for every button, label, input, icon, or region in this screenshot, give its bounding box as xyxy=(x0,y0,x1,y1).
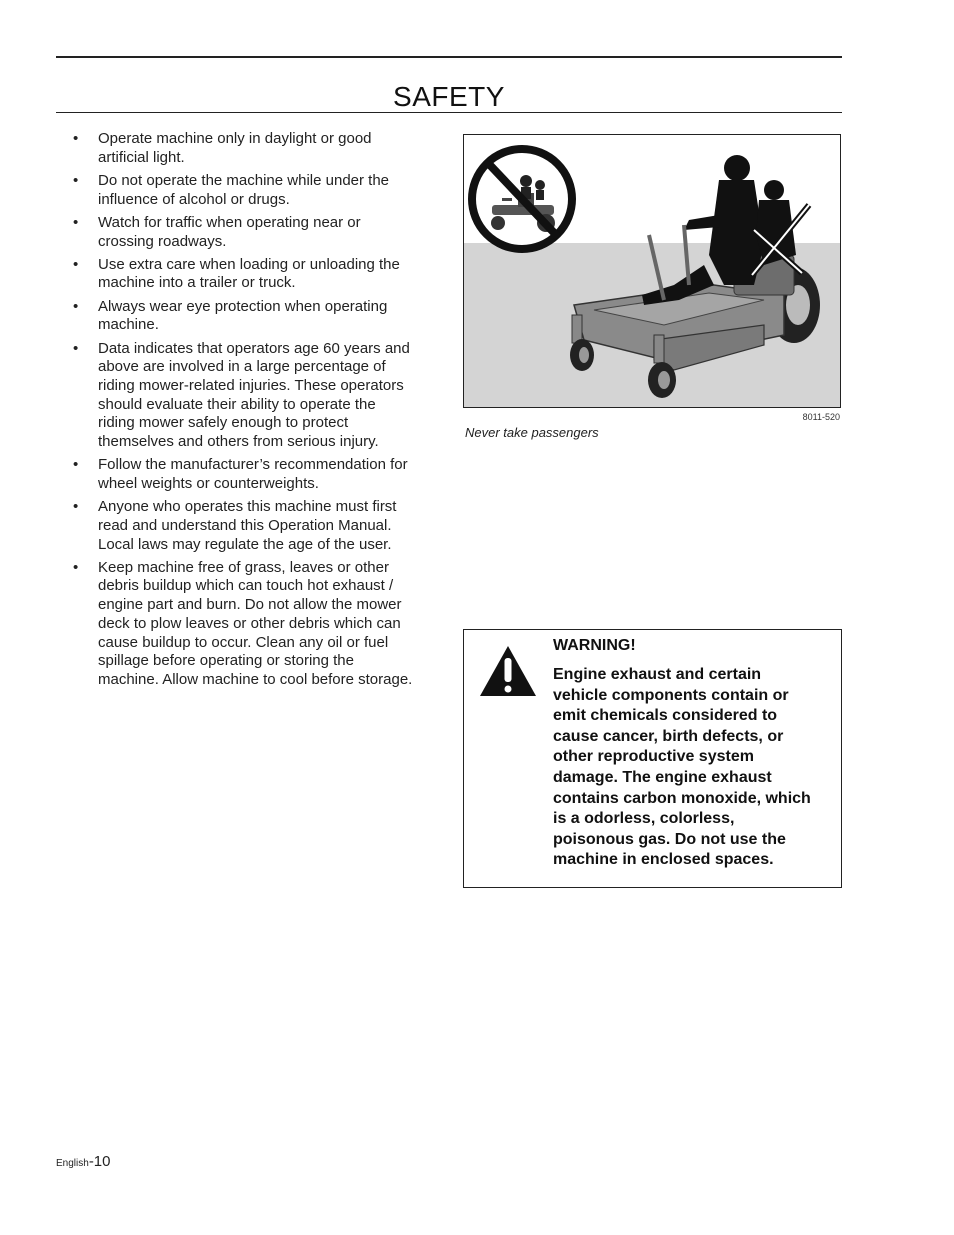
warning-box xyxy=(463,629,842,888)
list-item: • Always wear eye protection when operating machine. xyxy=(73,297,388,334)
list-item: • Do not operate the machine while under the influence of alcohol or drugs. xyxy=(73,171,390,208)
bullet-icon: • xyxy=(73,297,79,315)
bullet-icon: • xyxy=(73,255,79,273)
page-footer xyxy=(56,1153,111,1171)
bullet-icon: • xyxy=(73,558,79,576)
riding-mower-passenger-icon xyxy=(464,135,840,407)
list-item: • Operate machine only in daylight or good artificial light. xyxy=(73,130,372,166)
figure-code: 8011-520 xyxy=(802,412,840,422)
page-title: SAFETY xyxy=(393,80,505,112)
list-item: • Follow the manufacturer’s recommendation for wheel weights or counterweights. xyxy=(73,456,408,492)
warning-text: Engine exhaust and certain vehicle components contain or emit chemicals considered to cause cancer, birth defects, or other reproductive system damage. The engine exhaust contains carbon monoxide, which is a odorless, colorless, poisonous gas. Do not use the machine in enclosed spaces. xyxy=(553,666,811,869)
warning-triangle-icon xyxy=(478,644,538,698)
no-passenger-prohibition-icon xyxy=(472,149,572,249)
figure-caption: Never take passengers xyxy=(465,425,599,440)
list-item: • Anyone who operates this machine must first read and understand this Operation Manual. Local laws may regulate the age of the user. xyxy=(73,498,397,553)
header-rule-top xyxy=(56,56,842,58)
bullet-icon: • xyxy=(73,130,79,147)
bullet-icon: • xyxy=(73,456,79,474)
warning-title: WARNING! xyxy=(553,637,636,654)
list-item: • Watch for traffic when operating near or crossing roadways. xyxy=(73,213,361,250)
page-number: -10 xyxy=(88,1153,111,1170)
list-item: • Keep machine free of grass, leaves or other debris buildup which can touch hot exhaust / engine part and burn. Do not allow the mower deck to plow leaves or other debris which can cause buildup to occur. Clean any oil or fuel spillage before operating or storing the machine. Allow machine to cool before storage. xyxy=(73,558,413,688)
bullet-icon: • xyxy=(73,498,79,516)
bullet-icon: • xyxy=(73,213,79,231)
footer-language: English xyxy=(56,1158,89,1169)
bullet-icon: • xyxy=(73,339,79,357)
list-item: • Use extra care when loading or unloading the machine into a trailer or truck. xyxy=(73,255,400,292)
safety-bullet-list xyxy=(56,130,416,694)
header-rule-bottom xyxy=(56,112,842,113)
bullet-icon: • xyxy=(73,171,79,189)
list-item: • Data indicates that operators age 60 years and above are involved in a large percentage of riding mower-related injuries. These operators should evaluate their ability to operate the riding mower safely enough to protect themselves and others from serious injury. xyxy=(73,339,410,451)
no-passengers-illustration xyxy=(463,134,841,408)
